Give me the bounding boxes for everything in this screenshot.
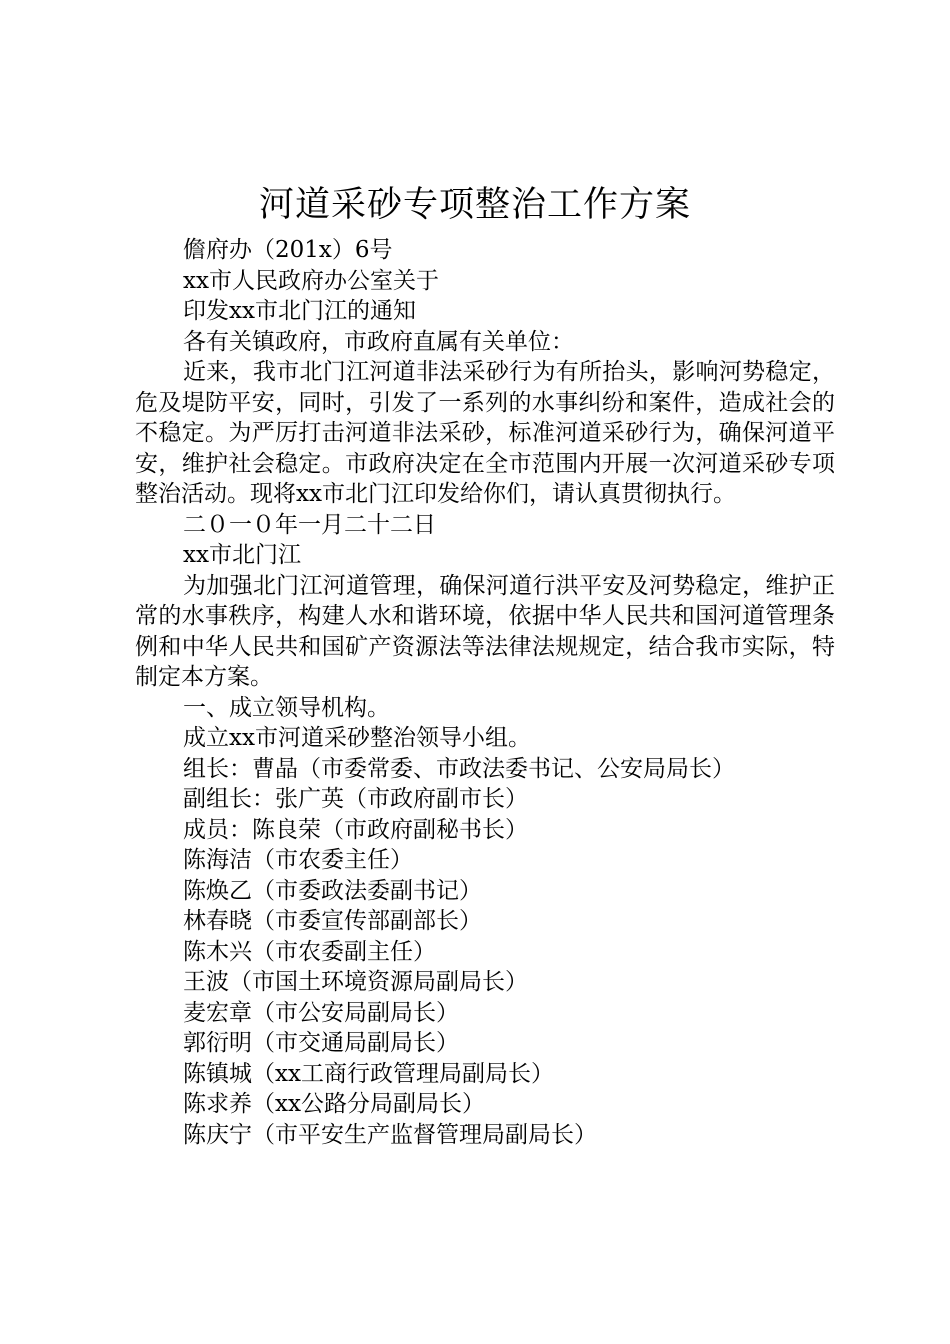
member-line: 郭衍明（市交通局副局长） (183, 1030, 459, 1056)
group-established: 成立xx市河道采砂整治领导小组。 (183, 725, 531, 751)
notice-heading-line-2: 印发xx市北门江的通知 (183, 298, 416, 324)
member-line: 成员：陈良荣（市政府副秘书长） (183, 816, 528, 843)
member-line: 副组长：张广英（市政府副市长） (183, 786, 528, 812)
member-line: 陈庆宁（市平安生产监督管理局副局长） (183, 1121, 597, 1148)
notice-body: 近来，我市北门江河道非法采砂行为有所抬头，影响河势稳定，危及堤防平安，同时，引发了一系列的水事纠纷和案件，造成社会的不稳定。为严厉打击河道非法采砂，标准河道采砂行为，确保河道平安，维护社会稳定。市政府决定在全市范围内开展一次河道采砂专项整治活动。现将xx市北门江印发给你们，请认真贯彻执行。 (135, 359, 835, 507)
member-line: 王波（市国土环境资源局副局长） (183, 969, 528, 995)
member-line: 陈木兴（市农委副主任） (183, 938, 436, 965)
section-heading-1: 一、成立领导机构。 (183, 694, 390, 721)
member-line: 陈海洁（市农委主任） (183, 847, 413, 873)
plan-intro: 为加强北门江河道管理，确保河道行洪平安及河势稳定，维护正常的水事秩序，构建人水和谐环境，依据中华人民共和国河道管理条例和中华人民共和国矿产资源法等法律法规规定，结合我市实际，特制定本方案。 (135, 572, 835, 690)
member-line: 组长：曹晶（市委常委、市政法委书记、公安局局长） (183, 755, 735, 782)
notice-date: 二０一０年一月二十二日 (183, 511, 436, 538)
notice-heading-line-1: xx市人民政府办公室关于 (183, 267, 439, 294)
member-line: 麦宏章（市公安局副局长） (183, 999, 459, 1026)
addressee: 各有关镇政府，市政府直属有关单位： (183, 328, 574, 355)
plan-heading: xx市北门江 (183, 542, 301, 568)
document-body (135, 235, 835, 1150)
member-line: 陈镇城（xx工商行政管理局副局长） (183, 1060, 554, 1087)
member-line: 陈求养（xx公路分局副局长） (183, 1091, 485, 1117)
member-line: 林春晓（市委宣传部副部长） (183, 908, 482, 934)
member-line: 陈焕乙（市委政法委副书记） (183, 877, 482, 904)
document-number: 儋府办（201x）6号 (183, 237, 393, 263)
document-title: 河道采砂专项整治工作方案 (258, 185, 691, 225)
